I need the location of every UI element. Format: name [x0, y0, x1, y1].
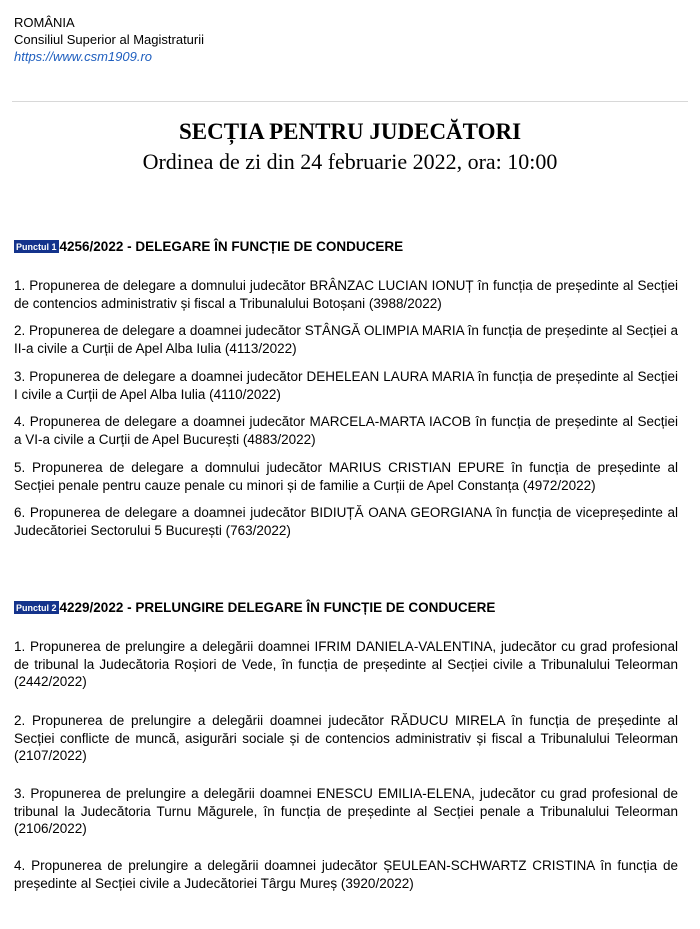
agenda-item: 1. Propunerea de delegare a domnului judecător BRÂNZAC LUCIAN IONUȚ în funcția de președinte al Secției de contencios administrativ și fiscal a Tribunalului Botoșani (3988/2022): [14, 278, 678, 311]
agenda-item: 2. Propunerea de delegare a doamnei judecător STÂNGĂ OLIMPIA MARIA în funcția de președinte al Secției a II-a civile a Curții de Apel Alba Iulia (4113/2022): [14, 323, 678, 356]
point-title: 4229/2022 - PRELUNGIRE DELEGARE ÎN FUNCȚIE DE CONDUCERE: [59, 600, 496, 615]
agenda-item: 6. Propunerea de delegare a doamnei judecător BIDIUȚĂ OANA GEORGIANA în funcția de vicepreședinte al Judecătoriei Sectorului 5 București (763/2022): [14, 505, 678, 538]
agenda-item: 5. Propunerea de delegare a domnului judecător MARIUS CRISTIAN EPURE în funcția de președinte al Secției penale pentru cauze penale cu minori și de familie a Curții de Apel Constanța (4972/2022): [14, 460, 678, 493]
agenda-item: 3. Propunerea de delegare a doamnei judecător DEHELEAN LAURA MARIA în funcția de președinte al Secției I civile a Curții de Apel Alba Iulia (4110/2022): [14, 369, 678, 402]
document-header: [14, 14, 204, 65]
agenda-point-1-heading: [14, 239, 403, 254]
point-badge: Punctul 2: [16, 603, 57, 613]
point-badge: Punctul 1: [16, 242, 57, 252]
institution-name: Consiliul Superior al Magistraturii: [14, 32, 205, 47]
point-title: 4256/2022 - DELEGARE ÎN FUNCȚIE DE CONDUCERE: [59, 239, 404, 254]
website-link[interactable]: https://www.csm1909.ro: [14, 49, 152, 64]
agenda-item: 3. Propunerea de prelungire a delegării doamnei ENESCU EMILIA-ELENA, judecător cu grad profesional de tribunal la Judecătoria Turnu Măgurele, în funcția de președinte al Secției penale a Tribunalului Teleorman (2106/2022): [14, 786, 678, 836]
agenda-date: Ordinea de zi din 24 februarie 2022, ora: 10:00: [142, 149, 558, 174]
document-title: [0, 117, 700, 176]
agenda-item: 1. Propunerea de prelungire a delegării doamnei IFRIM DANIELA-VALENTINA, judecător cu grad profesional de tribunal la Judecătoria Roșiori de Vede, în funcția de președinte al Secției civile a Tribunalului Teleorman (2442/2022): [14, 639, 678, 689]
section-title: SECȚIA PENTRU JUDECĂTORI: [178, 119, 522, 144]
agenda-point-2-heading: [14, 600, 495, 615]
agenda-item: 4. Propunerea de prelungire a delegării doamnei judecător ȘEULEAN-SCHWARTZ CRISTINA în funcția de președinte al Secției civile a Judecătoriei Târgu Mureș (3920/2022): [14, 858, 678, 891]
agenda-item: 2. Propunerea de prelungire a delegării doamnei judecător RĂDUCU MIRELA în funcția de președinte al Secției conflicte de muncă, asigurări sociale și de contencios administrativ și fiscal a Tribunalului Teleorman (2107/2022): [14, 713, 678, 763]
agenda-item: 4. Propunerea de delegare a doamnei judecător MARCELA-MARTA IACOB în funcția de președinte al Secției a VI-a civile a Curții de Apel București (4883/2022): [14, 414, 678, 447]
country-label: ROMÂNIA: [14, 15, 75, 30]
header-divider: [12, 101, 688, 102]
